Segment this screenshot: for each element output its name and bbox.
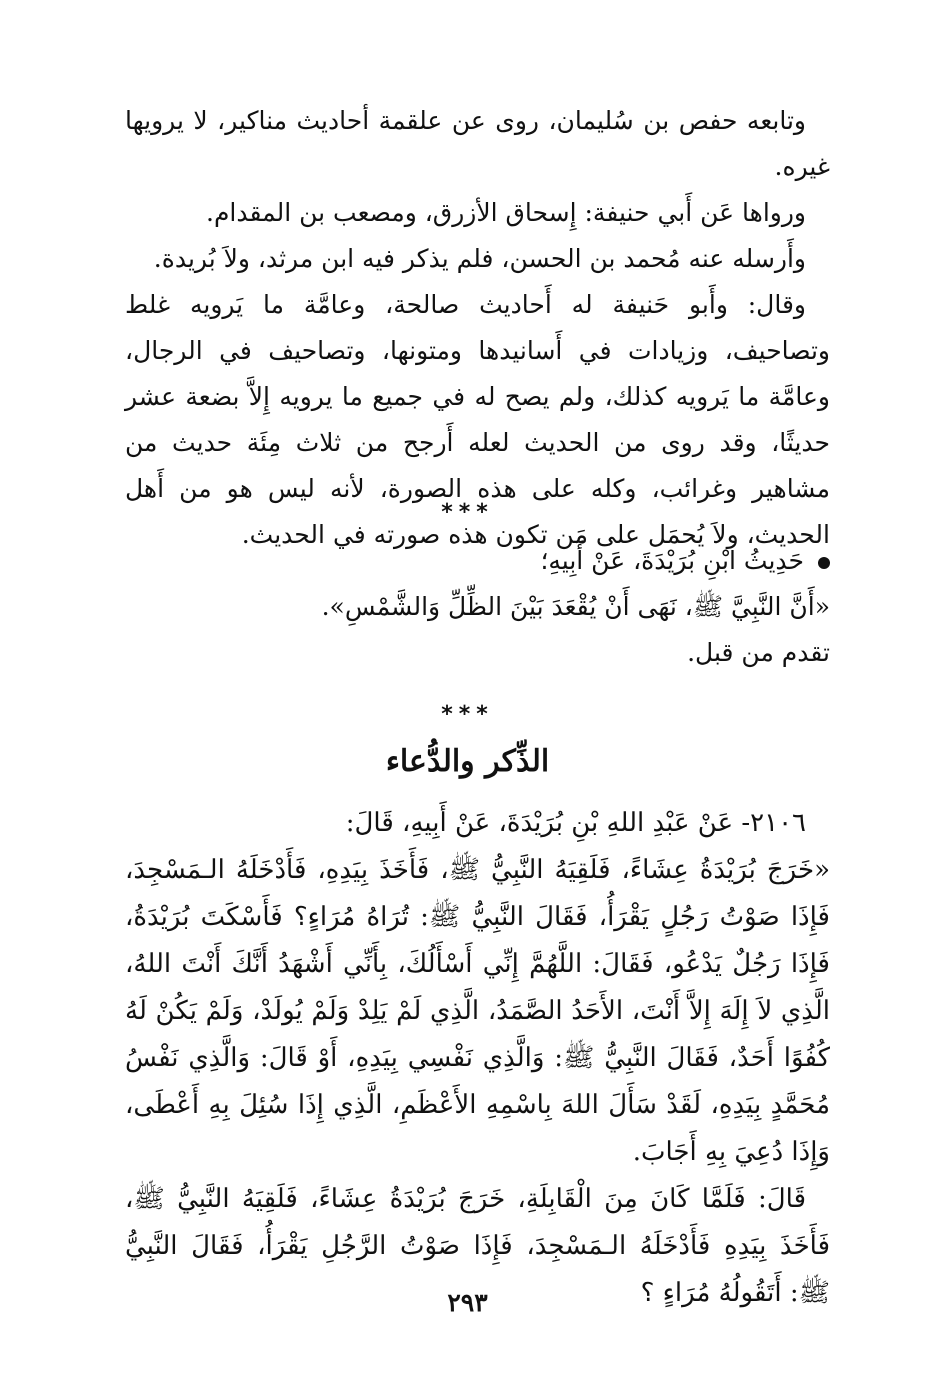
paragraph-narrators: ورواها عَن أَبي حنيفة: إِسحاق الأزرق، ومصعب بن المقدام. — [206, 198, 806, 227]
hadith-body: «خَرَجَ بُرَيْدَةُ عِشَاءً، فَلَقِيَهُ النَّبِيُّ ﷺ، فَأَخَذَ بِيَدِهِ، فَأَدْخَلَهُ الـمَسْجِدَ، فَإِذَا صَوْتُ رَجُلٍ يَقْرَأُ، فَقَالَ النَّبِيُّ ﷺ: تُرَاهُ مُرَاءٍ؟ فَأَسْكَتَ بُرَيْدَةُ، فَإِذَا رَجُلٌ يَدْعُو، فَقَالَ: اللَّهُمَّ إِنِّي أَسْأَلُكَ، بِأَنِّي أَشْهَدُ أَنَّكَ أَنْتَ اللهُ، الَّذِي لاَ إِلَهَ إِلاَّ أَنْتَ، الأَحَدُ الصَّمَدُ، الَّذِي لَمْ يَلِدْ وَلَمْ يُولَدْ، وَلَمْ يَكُنْ لَهُ كُفُوًا أَحَدٌ، فَقَالَ النَّبِيُّ ﷺ: وَالَّذِي نَفْسِي بِيَدِهِ، أَوْ قَالَ: وَالَّذِي نَفْسُ مُحَمَّدٍ بِيَدِهِ، لَقَدْ سَأَلَ اللهَ بِاسْمِهِ الأَعْظَمِ، الَّذِي إِذَا سُئِلَ بِهِ أَعْطَى، وَإِذَا دُعِيَ بِهِ أَجَابَ. — [125, 855, 830, 1167]
bullet-note: تقدم من قبل. — [687, 638, 830, 667]
bullet-section — [125, 538, 830, 676]
bullet-heading-line — [125, 538, 830, 584]
paragraph-mursal: وأَرسله عنه مُحمد بن الحسن، فلم يذكر فيه ابن مرثد، ولاَ بُريدة. — [153, 244, 806, 273]
paragraph-abu-hanifa: وقال: وأَبو حَنيفة له أَحاديث صالحة، وعامَّة ما يَرويه غلط وتصاحيف، وزيادات في أَسانيدها ومتونها، وتصاحيف في الرجال، وعامَّة ما يَرويه كذلك، ولم يصح له في جميع ما يرويه إِلاَّ بضعة عشر حديثًا، وقد روى من الحديث لعله أَرجح من ثلاث مِئَة حديث من مشاهير وغرائب، وكله على هذه الصورة، لأنه ليس هو من أَهل الحديث، ولاَ يُحمَل على مَن تكون هذه صورته في الحديث. — [125, 290, 830, 549]
hadith-header: ٢١٠٦- عَنْ عَبْدِ اللهِ بْنِ بُرَيْدَةَ، عَنْ أَبِيهِ، قَالَ: — [345, 808, 806, 838]
section-title: الذِّكر والدُّعاء — [385, 744, 550, 779]
hadith-section — [125, 800, 830, 1317]
hadith-continuation: قَالَ: فَلَمَّا كَانَ مِنَ الْقَابِلَةِ، خَرَجَ بُرَيْدَةُ عِشَاءً، فَلَقِيَهُ النَّبِيُّ ﷺ، فَأَخَذَ بِيَدِهِ فَأَدْخَلَهُ الـمَسْجِدَ، فَإِذَا صَوْتُ الرَّجُلِ يَقْرَأُ، فَقَالَ النَّبِيُّ ﷺ: أَتَقُولُهُ مُرَاءٍ ؟ — [125, 1184, 830, 1308]
bullet-quote: «أَنَّ النَّبِيَّ ﷺ، نَهَى أَنْ يُقْعَدَ بَيْنَ الظِّلِّ وَالشَّمْسِ». — [321, 592, 830, 621]
bullet-heading: حَدِيثُ ابْنِ بُرَيْدَةَ، عَنْ أَبِيهِ؛ — [540, 546, 804, 575]
page-number: ٢٩٣ — [447, 1288, 488, 1317]
bullet-icon — [818, 557, 830, 569]
paragraph-hafs: وتابعه حفص بن سُليمان، روى عن علقمة أحاديث مناكير، لا يرويها غيره. — [125, 106, 830, 181]
top-text-section — [125, 98, 830, 558]
section-separator: *** — [441, 500, 494, 525]
section-separator-2: *** — [441, 702, 494, 727]
